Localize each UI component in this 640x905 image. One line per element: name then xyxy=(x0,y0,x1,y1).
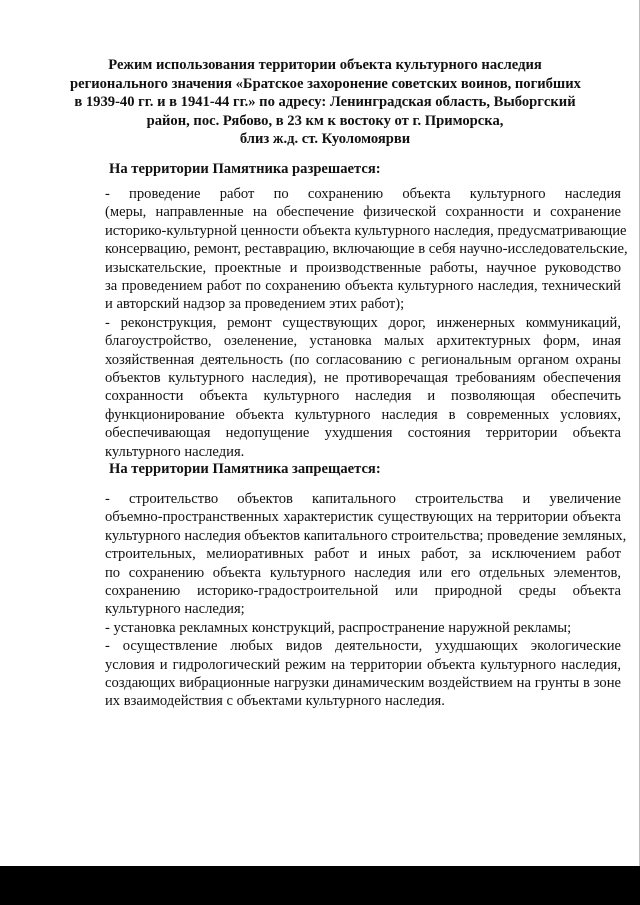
forbidden-item xyxy=(69,619,621,637)
allowed-item xyxy=(69,314,621,461)
text-line: изыскательские, проектные и производственные работы, научное руководство xyxy=(105,259,621,276)
allowed-heading: На территории Памятника разрешается: xyxy=(109,161,381,177)
text-line: их взаимодействия с объектами культурного наследия. xyxy=(105,693,445,710)
text-line: культурного наследия. xyxy=(105,443,245,460)
text-line: культурного наследия; xyxy=(105,601,245,618)
text-line: консервацию, ремонт, реставрацию, включающие в себя научно-исследовательские, xyxy=(105,241,628,258)
text-line: - осуществление любых видов деятельности, ухудшающих экологические xyxy=(105,638,621,655)
text-line: сохранности объекта культурного наследия и позволяющая обеспечить xyxy=(105,388,621,405)
text-line: - строительство объектов капитального строительства и увеличение xyxy=(105,491,621,507)
title-line: в 1939-40 гг. и в 1941-44 гг.» по адресу: Ленинградская область, Выборгский xyxy=(74,94,576,110)
forbidden-item xyxy=(69,637,621,711)
text-line: строительных, мелиоративных работ и иных работ, за исключением работ xyxy=(105,546,621,563)
text-line: сохранению историко-градостроительной или природной среды объекта xyxy=(105,583,621,600)
text-line: по сохранению объекта культурного наследия или его отдельных элементов, xyxy=(105,564,621,581)
forbidden-item xyxy=(69,490,627,619)
text-line: за проведением работ по сохранению объекта культурного наследия, технический xyxy=(105,278,621,295)
document-title xyxy=(70,56,580,149)
text-line: (меры, направленные на обеспечение физической сохранности и сохранение xyxy=(105,204,621,221)
text-line: создающих вибрационные нагрузки динамическим воздействием на грунты в зоне xyxy=(105,675,621,692)
forbidden-heading: На территории Памятника запрещается: xyxy=(109,461,381,477)
text-line: - реконструкция, ремонт существующих дорог, инженерных коммуникаций, xyxy=(105,314,621,331)
text-line: обеспечивающая недопущение ухудшения состояния территории объекта xyxy=(105,425,621,442)
text-line: - установка рекламных конструкций, распространение наружной рекламы; xyxy=(105,619,572,636)
text-line: объектов культурного наследия), не противоречащая требованиям обеспечения xyxy=(105,370,621,387)
title-line: близ ж.д. ст. Куоломоярви xyxy=(239,131,411,147)
text-line: благоустройство, озеленение, установка малых архитектурных форм, иная xyxy=(105,333,621,350)
title-line: Режим использования территории объекта культурного наследия xyxy=(108,57,542,73)
text-line: объемно-пространственных характеристик существующих на территории объекта xyxy=(105,509,621,526)
title-line: район, пос. Рябово, в 23 км к востоку от г. Приморска, xyxy=(146,112,504,129)
text-line: хозяйственная деятельность (по согласованию с региональным органом охраны xyxy=(105,351,621,368)
text-line: функционирование объекта культурного наследия в современных условиях, xyxy=(105,406,621,423)
allowed-section xyxy=(69,185,628,461)
forbidden-section xyxy=(69,490,627,711)
text-line: - проведение работ по сохранению объекта культурного наследия xyxy=(105,186,621,202)
text-line: культурного наследия объектов капитального строительства; проведение земляных, xyxy=(105,527,627,544)
text-line: условия и гидрологический режим на территории объекта культурного наследия, xyxy=(105,656,621,673)
title-line: регионального значения «Братское захоронение советских воинов, погибших xyxy=(70,75,581,92)
text-line: и авторский надзор за проведением этих работ); xyxy=(105,296,405,313)
text-line: историко-культурной ценности объекта культурного наследия, предусматривающие xyxy=(105,222,627,239)
allowed-item xyxy=(69,185,628,314)
